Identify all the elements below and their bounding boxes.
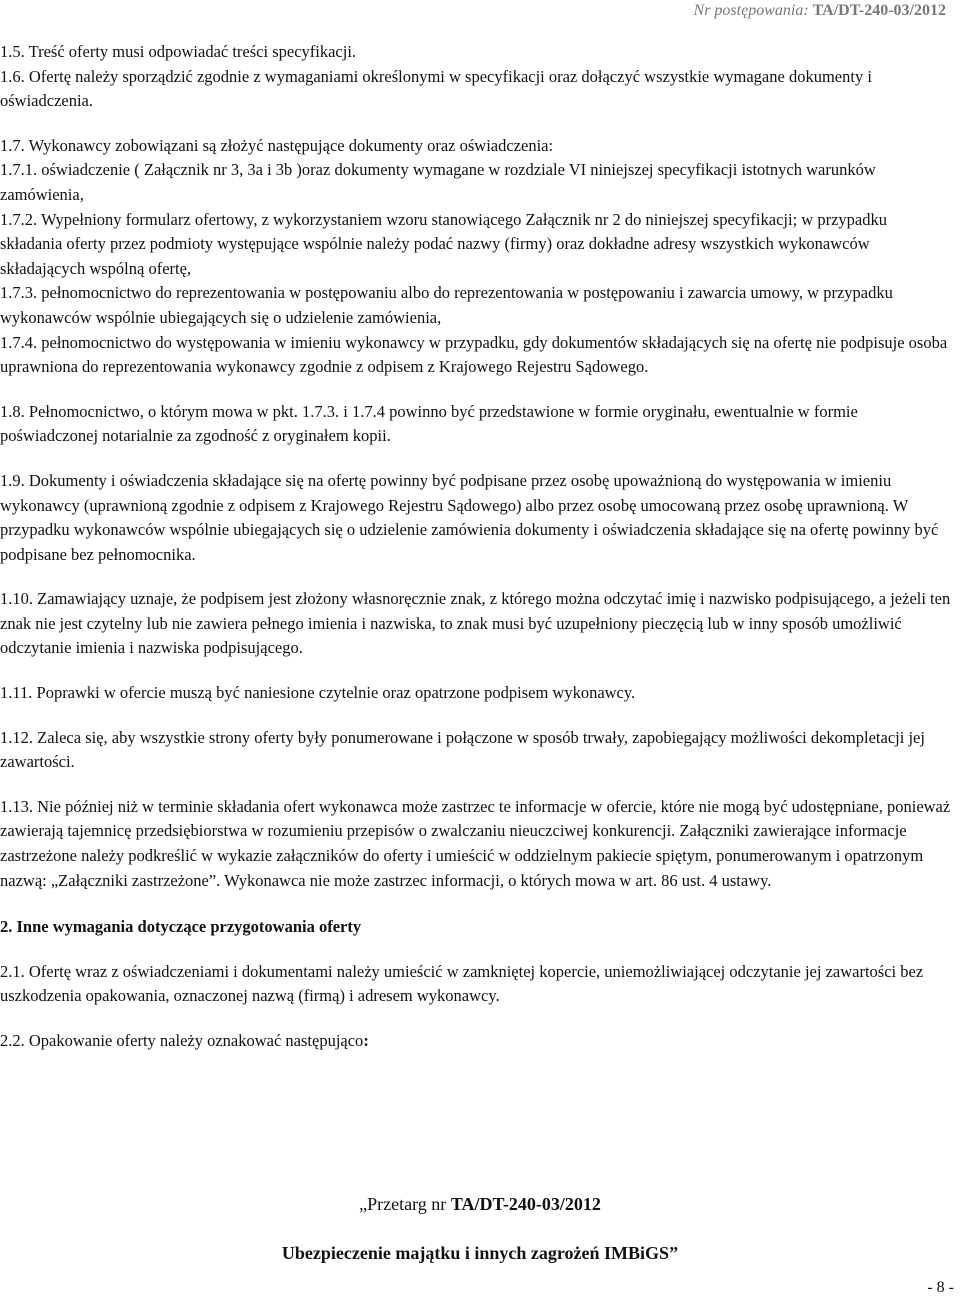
- paragraph-1-12: 1.12. Zaleca się, aby wszystkie strony oferty były ponumerowane i połączone w sposób trwały, zapobiegający możliwości dekompletacji jej zawartości.: [0, 727, 925, 772]
- section-2-title: 2. Inne wymagania dotyczące przygotowania oferty: [0, 917, 362, 937]
- envelope-label-line-1: [0, 1194, 960, 1215]
- paragraph-1-10: 1.10. Zamawiający uznaje, że podpisem jest złożony własnoręcznie znak, z którego można odczytać imię i nazwisko podpisującego, a jeżeli ten znak nie jest czytelny lub nie zawiera pełnego imienia i nazwiska, to znak musi być uzupełniony pieczęcią lub w inny sposób umożliwić odczytanie imienia i nazwiska podpisującego.: [0, 589, 951, 658]
- envelope-label-line-2: Ubezpieczenie majątku i innych zagrożeń IMBiGS”: [281, 1243, 679, 1263]
- paragraph-1-13: 1.13. Nie później niż w terminie składania ofert wykonawca może zastrzec te informacje w ofercie, które nie mogą być udostępniane, ponieważ zawierają tajemnicę przedsiębiorstwa w rozumieniu przepisów o zwalczaniu nieuczciwej konkurencji. Załączniki zawierające informacje zastrzeżone należy podkreślić w wykazie załączników do oferty i umieścić w oddzielnym pakiecie spiętym, ponumerowanym i opatrzonym nazwą: „Załączniki zastrzeżone”. Wykonawca nie może zastrzec informacji, o których mowa w art. 86 ust. 4 ustawy.: [0, 796, 951, 890]
- envelope-label: [0, 1194, 960, 1264]
- paragraph-1-9: 1.9. Dokumenty i oświadczenia składające się na ofertę powinny być podpisane przez osobę upoważnioną do występowania w imieniu wykonawcy (uprawnioną zgodnie z odpisem z Krajowego Rejestru Sądowego) albo przez osobę umocowaną przez osobę uprawnioną. W przypadku wykonawców wspólnie ubiegających się o udzielenie zamówienia dokumenty i oświadczenia składające się na ofertę powinny być podpisane bez pełnomocnika.: [0, 470, 939, 564]
- paragraph-1-7-4: 1.7.4. pełnomocnictwo do występowania w imieniu wykonawcy w przypadku, gdy dokumentów składających się na ofertę nie podpisuje osoba uprawniona do reprezentowania wykonawcy zgodnie z odpisem z Krajowego Rejestru Sądowego.: [0, 332, 948, 377]
- envelope-label-prefix: „Przetarg nr: [359, 1194, 451, 1214]
- paragraph-1-8: 1.8. Pełnomocnictwo, o którym mowa w pkt. 1.7.3. i 1.7.4 powinno być przedstawione w formie oryginału, ewentualnie w formie poświadczonej notarialnie za zgodność z oryginałem kopii.: [0, 401, 858, 446]
- paragraph-2-2: [0, 1029, 952, 1054]
- proceeding-number: TA/DT-240-03/2012: [812, 2, 946, 19]
- paragraph-2-2-colon: :: [363, 1031, 369, 1050]
- proceeding-number-label: Nr postępowania:: [693, 2, 809, 19]
- paragraph-1-7-2: 1.7.2. Wypełniony formularz ofertowy, z wykorzystaniem wzoru stanowiącego Załącznik nr 2 do niniejszej specyfikacji; w przypadku składania oferty przez podmioty występujące wspólnie należy podać nazwy (firmy) oraz dokładne adresy wszystkich wykonawców składających wspólną ofertę,: [0, 209, 887, 278]
- envelope-label-number: TA/DT-240-03/2012: [450, 1194, 601, 1214]
- paragraph-2-1: 2.1. Ofertę wraz z oświadczeniami i dokumentami należy umieścić w zamkniętej kopercie, uniemożliwiającej odczytanie jej zawartości bez uszkodzenia opakowania, oznaczonej nazwą (firmą) i adresem wykonawcy.: [0, 961, 924, 1006]
- page-number: - 8 -: [927, 1279, 954, 1296]
- paragraph-2-2-text: 2.2. Opakowanie oferty należy oznakować następująco: [0, 1031, 364, 1050]
- document-header: [694, 2, 946, 20]
- paragraph-1-7: 1.7. Wykonawcy zobowiązani są złożyć następujące dokumenty oraz oświadczenia:: [0, 135, 554, 155]
- document-body: [0, 40, 952, 1054]
- paragraph-1-11: 1.11. Poprawki w ofercie muszą być naniesione czytelnie oraz opatrzone podpisem wykonawcy.: [0, 683, 636, 703]
- paragraph-1-6: 1.6. Ofertę należy sporządzić zgodnie z wymaganiami określonymi w specyfikacji oraz dołączyć wszystkie wymagane dokumenty i oświadczenia.: [0, 66, 872, 111]
- paragraph-1-5: 1.5. Treść oferty musi odpowiadać treści specyfikacji.: [0, 42, 357, 61]
- paragraph-1-7-1: 1.7.1. oświadczenie ( Załącznik nr 3, 3a i 3b )oraz dokumenty wymagane w rozdziale VI niniejszej specyfikacji istotnych warunków zamówienia,: [0, 160, 876, 204]
- paragraph-1-7-3: 1.7.3. pełnomocnictwo do reprezentowania w postępowaniu albo do reprezentowania w postępowaniu i zawarcia umowy, w przypadku wykonawców wspólnie ubiegających się o udzielenie zamówienia,: [0, 283, 893, 327]
